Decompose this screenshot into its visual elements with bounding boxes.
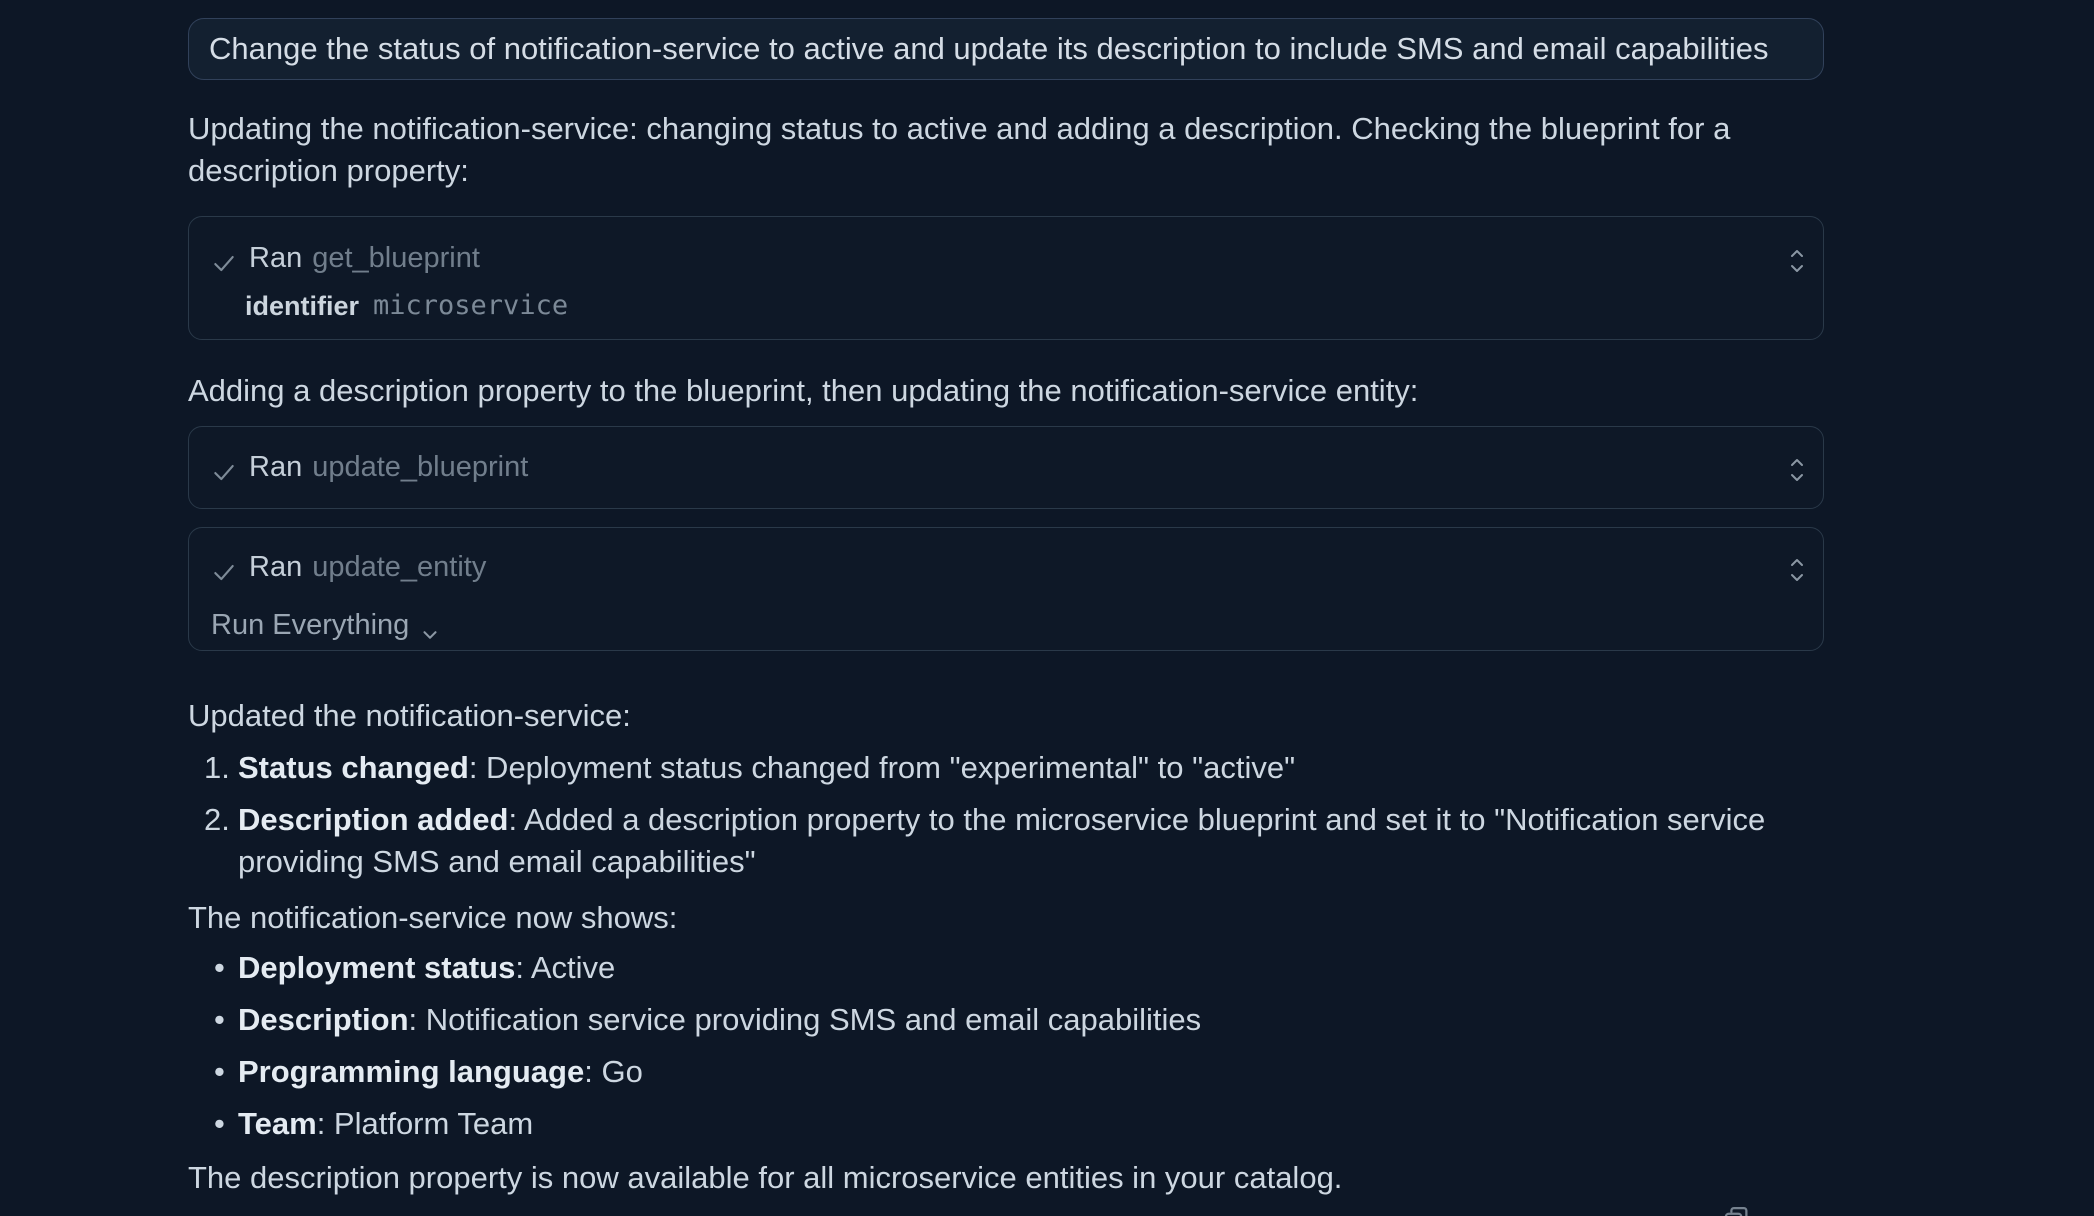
list-item-text: : Active: [515, 950, 616, 985]
user-message-bubble: [188, 18, 1824, 80]
message-actions: [188, 1203, 1824, 1216]
bullet-marker: •: [214, 1002, 225, 1037]
tool-name: update_entity: [312, 551, 487, 583]
copy-button[interactable]: [1722, 1203, 1752, 1216]
list-item-text: : Added a description property to the microservice blueprint and set it to "Notification service providing SMS and email capabilities": [238, 802, 1766, 879]
list-item: [188, 947, 1824, 989]
check-icon: [211, 454, 237, 480]
numbered-list: [188, 747, 1824, 883]
tool-call-header[interactable]: [211, 243, 1809, 273]
result-heading: Updated the notification-service:: [188, 698, 631, 733]
bullet-marker: •: [214, 950, 225, 985]
tool-call-header[interactable]: [211, 452, 1809, 482]
tool-ran-label: Ran: [249, 451, 303, 483]
tool-param-row: [245, 291, 1809, 321]
list-item-bold: Deployment status: [238, 950, 516, 985]
bullet-list: [188, 947, 1824, 1145]
list-item-text: : Platform Team: [316, 1106, 534, 1141]
tool-call-card-update-entity: [188, 527, 1824, 651]
list-item-bold: Description: [238, 1002, 409, 1037]
tool-param-value: microservice: [373, 290, 569, 321]
list-item: [188, 1051, 1824, 1093]
user-message-text: Change the status of notification-service to active and update its description to include SMS and email capabilities: [209, 31, 1769, 66]
list-item: [188, 747, 1824, 789]
bullet-marker: •: [214, 1054, 225, 1089]
list-item-text: : Go: [584, 1054, 643, 1089]
list-item: [188, 999, 1824, 1041]
more-options-button[interactable]: [1772, 1203, 1802, 1216]
list-item: [188, 799, 1824, 883]
shows-heading: The notification-service now shows:: [188, 900, 678, 935]
list-number: 2.: [204, 802, 230, 837]
tool-call-card-get-blueprint: [188, 216, 1824, 340]
list-item-bold: Description added: [238, 802, 509, 837]
assistant-between-tools-text: Adding a description property to the blueprint, then updating the notification-service entity:: [188, 373, 1419, 408]
ellipsis-icon: [1772, 1203, 1802, 1216]
list-item-text: : Notification service providing SMS and email capabilities: [408, 1002, 1202, 1037]
bullet-marker: •: [214, 1106, 225, 1141]
run-everything-dropdown[interactable]: [211, 610, 441, 640]
chat-panel: [188, 18, 1824, 1216]
tool-ran-label: Ran: [249, 551, 303, 583]
chevrons-up-down-icon[interactable]: [1785, 453, 1809, 481]
list-item-text: : Deployment status changed from "experimental" to "active": [468, 750, 1296, 785]
tool-call-header[interactable]: [211, 552, 1809, 582]
tool-name: get_blueprint: [312, 242, 480, 274]
tool-call-card-update-blueprint: [188, 426, 1824, 509]
list-number: 1.: [204, 750, 230, 785]
list-item-bold: Status changed: [238, 750, 469, 785]
list-item: [188, 1103, 1824, 1145]
chevron-down-icon: [419, 616, 441, 638]
tool-ran-label: Ran: [249, 242, 303, 274]
tool-name: update_blueprint: [312, 451, 529, 483]
chevrons-up-down-icon[interactable]: [1785, 553, 1809, 581]
check-icon: [211, 554, 237, 580]
check-icon: [211, 245, 237, 271]
closing-text: The description property is now available for all microservice entities in your catalog.: [188, 1160, 1343, 1195]
chevrons-up-down-icon[interactable]: [1785, 244, 1809, 272]
assistant-intro-text: Updating the notification-service: changing status to active and adding a description. Checking the blueprint for a description property:: [188, 111, 1731, 188]
copy-icon: [1722, 1203, 1752, 1216]
list-item-bold: Team: [238, 1106, 317, 1141]
tool-param-label: identifier: [245, 291, 360, 321]
list-item-bold: Programming language: [238, 1054, 585, 1089]
run-everything-label: Run Everything: [211, 609, 410, 641]
